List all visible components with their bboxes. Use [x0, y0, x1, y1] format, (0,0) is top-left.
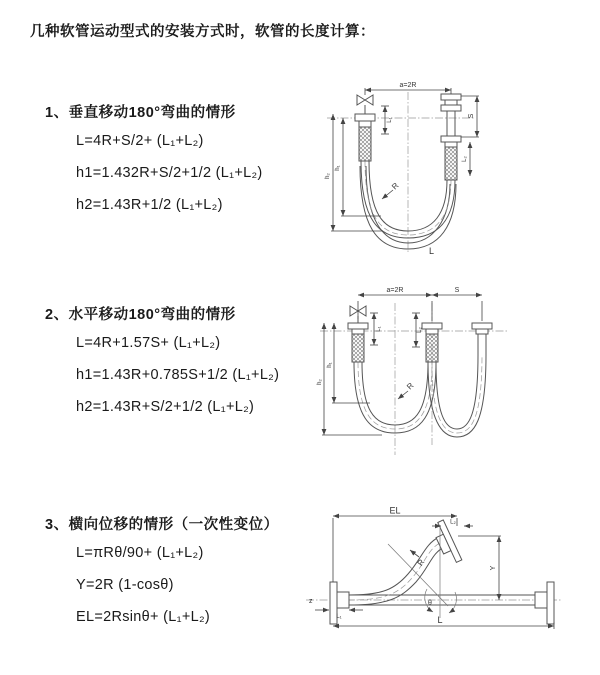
section-3-number: 3、 [45, 517, 69, 533]
section-2-number: 2、 [45, 307, 69, 323]
diagram-lateral-displacement [300, 506, 595, 646]
length-label: L [429, 246, 435, 256]
dim-label-l1: L₁ [387, 117, 393, 123]
dim-label-l2: L₂ [462, 156, 468, 162]
section-1-number: 1、 [45, 105, 69, 121]
section-3-formula-L: L=πRθ/90+ (L₁+L₂) [76, 545, 204, 561]
section-3-formula-EL: EL=2Rsinθ+ (L₁+L₂) [76, 609, 211, 625]
page-title: 几种软管运动型式的安装方式时，软管的长度计算： [30, 24, 375, 40]
section-1-title: 垂直移动180°弯曲的情形 [68, 105, 236, 121]
dim-label-l2: L₂ [450, 519, 456, 526]
dim-label-l2: L₂ [417, 327, 423, 333]
dimension-lines [315, 516, 554, 629]
valve-icon [357, 95, 373, 114]
dim-label-l1: L₁ [376, 326, 382, 332]
left-flange [355, 114, 375, 127]
radius-label: R [405, 381, 416, 392]
section-1-formula-h2: h2=1.43R+1/2 (L₁+L₂) [76, 197, 223, 213]
dim-label-length: L [437, 615, 443, 625]
dim-label-h2: h₂ [317, 379, 323, 385]
section-3-title: 横向位移的情形（一次性变位） [68, 517, 279, 533]
radius-label: R [415, 557, 427, 568]
middle-braid-section [426, 334, 438, 362]
dim-label-h1: h₁ [335, 165, 341, 171]
axis-label: z [309, 598, 313, 605]
section-3-heading [45, 513, 279, 534]
left-braid-section [359, 127, 371, 161]
section-3-formula-Y: Y=2R (1-cosθ) [76, 577, 174, 593]
diagram-horizontal-180-bend [312, 285, 592, 460]
section-2-formula-h2: h2=1.43R+S/2+1/2 (L₁+L₂) [76, 399, 255, 415]
radius-label: R [390, 181, 401, 192]
middle-flange [422, 323, 442, 334]
theta-label: θ [428, 600, 432, 607]
section-2-formula-h1: h1=1.43R+0.785S+1/2 (L₁+L₂) [76, 367, 280, 383]
right-lower-flange [441, 136, 461, 147]
section-1-formula-h1: h1=1.432R+S/2+1/2 (L₁+L₂) [76, 165, 263, 181]
right-flange [472, 323, 492, 334]
dim-label-el: EL [389, 506, 401, 516]
dim-label-y: Y [490, 565, 497, 571]
dim-label-a2r: a=2R [386, 287, 404, 294]
dim-label-a2r: a=2R [399, 82, 417, 89]
section-1-heading [45, 101, 236, 122]
dim-label-h1: h₁ [327, 362, 333, 368]
left-flange [348, 323, 368, 334]
section-2-title: 水平移动180°弯曲的情形 [68, 307, 236, 323]
left-braid-section [352, 334, 364, 362]
right-flange [535, 582, 554, 624]
dim-label-s: S [468, 113, 475, 119]
dim-label-s: S [454, 287, 460, 294]
section-2-heading [45, 303, 236, 324]
section-2-formula-L: L=4R+1.57S+ (L₁+L₂) [76, 335, 221, 351]
dim-label-l1: L₁ [336, 614, 342, 620]
dim-label-h2: h₂ [325, 173, 331, 179]
right-upper-flange [441, 94, 461, 136]
section-1-formula-L: L=4R+S/2+ (L₁+L₂) [76, 133, 204, 149]
diagram-vertical-180-bend [313, 76, 578, 256]
upper-flange [431, 520, 462, 566]
right-braid-section [445, 147, 457, 180]
dimension-lines [322, 295, 482, 435]
